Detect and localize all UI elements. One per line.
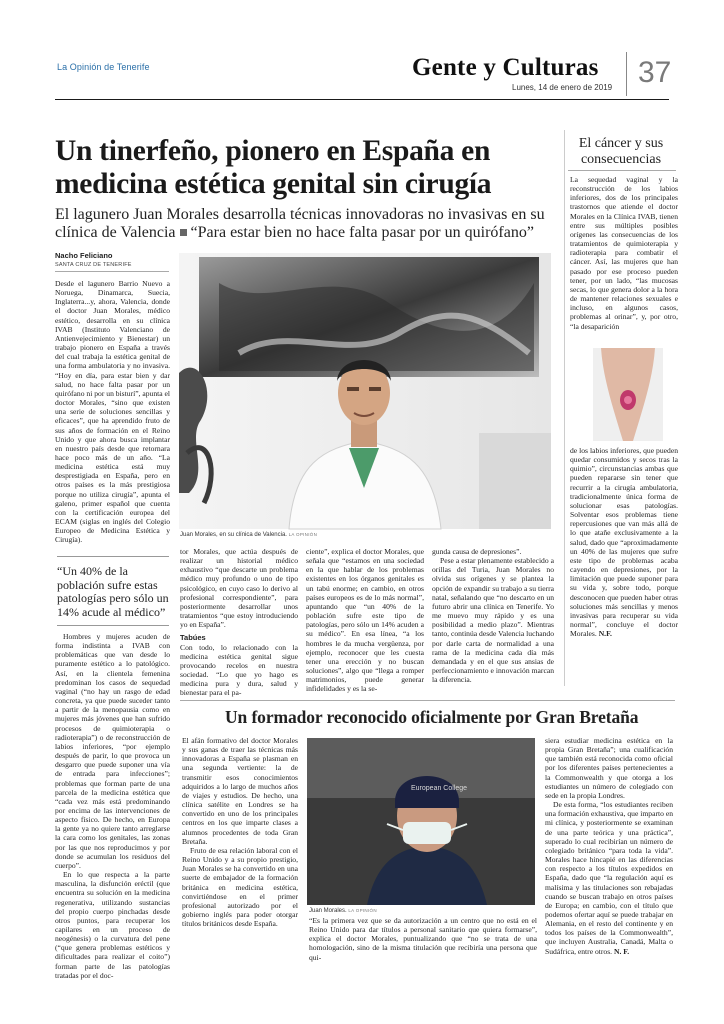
section2-paragraph-text: De esta forma, “los estudiantes reciben una formación exhaustiva, que imparto en mi clínica, y posteriormente se examinan de una parte teórica y una práctica”, superado lo cual recibirían un número de colegiado británico “para toda la vida”. Morales hace hincapié en las diferencias con respecto a los títulos expedidos en España, dado que “la regulación aquí es malísima y las titulaciones son rebajadas cuando se buscan trabajo en otros países de Europa; en cambio, con el título que podemos ofertar aquí se puede trabajar en Alemania, en el resto del continente y en todos los países de la Commonwealth”, que incluyen Australia, Canadá, Malta o Sudáfrica, entre otros. (545, 800, 673, 956)
article-paragraph: tor Morales, que actúa después de realizar un historial médico exhaustivo “que descarte un problema médico muy profundo o uno de tipo psicológico, en cuyo caso lo derivo al profesional correspondiente”, para posteriormente desarrollar unos tratamientos “que estoy introduciendo yo en España”. (180, 547, 298, 630)
byline-location: SANTA CRUZ DE TENERIFE (55, 262, 132, 268)
masthead-rule (55, 99, 669, 100)
issue-date: Lunes, 14 de enero de 2019 (512, 83, 613, 92)
sidebar-paragraph: La sequedad vaginal y la reconstrucción de los labios inferiores, dos de los principales trastornos que atiende el doctor Morales en la Clínica IVAB, tienen entre sus múltiples posibles orígenes las consecuencias de los tratamientos de quimioterapia y radioterapia para combatir el cáncer. Así, las mujeres que han pasado por ese proceso pueden tener, por un lado, “las mucosas secas, lo que genera dolor a la hora de mantener relaciones sexuales e incluso, en algunos casos, problemas al orinar”, y, por otro, “la desaparición (570, 175, 678, 331)
article-paragraph: Hombres y mujeres acuden de forma indistinta a IVAB con problemáticas que van desde lo puramente estético a lo patológico. Así, en la clientela femenina predominan los casos de sequedad vaginal (“no hay un rasgo de edad concreta, ya que puede suceder tanto a partir de la menopausia como en mujeres más jóvenes que han sufrido procesos de quimioterapia o radioterapia”) o de reconstrucción de labios inferiores, “por ejemplo después de parir, lo que provoca un desgarro que puede suponer una vía de entrada para infecciones”; problemas que forman parte de una parcela de la medicina estética que “cada vez más está predominando por encima de las intervenciones de aspecto físico. De hecho, en Europa la gente ya no quiere tanto arreglarse la cara como los genitales, las zonas por las que nos reproducimos y por donde se acumulan los residuos del cuerpo”. (55, 632, 170, 870)
byline-author: Nacho Feliciano (55, 251, 113, 260)
pull-quote-rule-bottom (57, 625, 169, 626)
page-number: 37 (638, 56, 672, 89)
doctor-photo-illustration (179, 253, 551, 529)
section2-photo-credit: LA OPINIÓN (348, 908, 377, 913)
section2-photo-caption-text: Juan Morales. (309, 908, 347, 914)
masthead-divider (626, 52, 627, 96)
article-paragraph: En lo que respecta a la parte masculina, la disfunción eréctil (que encuentra su solución en la medicina regenerativa, utilizando sustancias del propio cuerpo pinchadas desde otros puntos, para recuperar los capilares en un proceso de neogénesis) o la curvatura del pene (“que genera problemas estéticos y dificultades para realizar el coito”) forman parte de las patologías tratadas por el doc- (55, 870, 170, 980)
article-paragraph: Pese a estar plenamente establecido a orillas del Turia, Juan Morales no olvida sus orígenes y se plantea la opción de expandir su trabajo a su tierra natal, señalando que “no descarto en un futuro abrir una clínica en Tenerife. Yo me muevo muy rápido y es una posibilidad a medio plazo”. Mientras tanto, continúa desde Valencia luchando por darle carta de normalidad a una rama de la medicina cada día más demandada y en el que sus ansias de perfeccionamiento e innovación marcan la diferencia. (432, 556, 554, 685)
sidebar-paragraph-2-text: de los labios inferiores, que pueden quedar consumidos y secos tras la quimio”, circunstancias ambas que pueden repararse sin tener que recurrir a la cirugía ambulatoria, tradicionalmente única forma de solucionar esas patologías. Solventar esos problemas tiene repercusiones que van más allá de lo que atañe exclusivamente a la salud, dado que “aproximadamente un 40% de las mujeres que sufre este tipo de problemas acaba cayendo en depresiones, por la limitación que puede suponer para su vida y, sobre todo, porque desconocen que pueden haber otras soluciones más sencillas y menos invasivas para recuperar su vida normal”, concluye el doctor Morales. (570, 446, 678, 639)
section-title: Gente y Culturas (412, 54, 599, 81)
sidebar-text-bottom (570, 446, 678, 686)
section2-column-right (545, 736, 673, 971)
subheading-tabues: Tabúes (180, 633, 206, 643)
article-column-2 (180, 547, 298, 698)
photo-credit: LA OPINIÓN (288, 532, 318, 537)
section2-rule (180, 700, 675, 701)
article-photo-doctor (179, 253, 551, 529)
subhead-square-icon (180, 229, 187, 236)
publication-name: La Opinión de Tenerife (57, 62, 150, 72)
section2-column-mid-bottom (309, 916, 537, 966)
subhead-text: El lagunero Juan Morales desarrolla técnicas innovadoras no invasivas en su clínica de Valencia (55, 206, 545, 241)
section2-paragraph: “Es la primera vez que se da autorización a un centro que no está en el Reino Unido para dar títulos a personal sanitario que quiera formarse”, explica el doctor Morales, puntualizando que “no se trata de una homologación, sino de la misma titulación que recibiría una persona que qui- (309, 916, 537, 962)
section2-paragraph (545, 800, 673, 956)
article-column-1-top (55, 279, 170, 545)
photo-caption-text: Juan Morales, en su clínica de Valencia. (180, 532, 287, 538)
article-column-4 (432, 547, 554, 695)
section2-column-left (182, 736, 298, 944)
pull-quote-rule-top (57, 556, 169, 557)
article-paragraph: gunda causa de depresiones”. (432, 547, 522, 556)
sidebar-title: El cáncer y sus consecuencias (578, 136, 664, 167)
article-paragraph: Desde el lagunero Barrio Nuevo a Noruega, Dinamarca, Suecia, Inglaterra...y, ahora, Valencia, donde el doctor Juan Morales, médico estético, desarrolla en su clínica IVAB (Instituto Valenciano de Antienvejecimiento y Bienestar) un trabajo pionero en España a través del cual trabaja la estética genital de una forma ambulatoria y no invasiva. “Hoy en día, para estar bien y dar salud, no hace falta pasar por un quirófano ni por un bisturí”, apunta el doctor Morales, “sino que existen una serie de soluciones sencillas y eficaces”, que ha aprendido fruto de sus años de formación en el Reino Unido y que ahora busca implantar en nuestro país desde que retornara hace poco más de un año. “La medicina estética está muy desprestigiada en España, pero en otros países es la más prestigiosa porque no utiliza cirugía”, apunta el galeno, primer español que cuenta con la certificación europea del ECAM (siglas en inglés del Colegio Europeo de Medicina Estética y Cirugía). (55, 279, 170, 545)
doctor-surgery-illustration (307, 738, 535, 905)
article-subhead (55, 206, 555, 242)
section2-paragraph: El afán formativo del doctor Morales y sus ganas de traer las técnicas más innovadoras a España se plasman en una segunda vertiente: la de transmitir esos conocimientos adquiridos a lo largo de muchos años de viajes y estudios. De hecho, una clínica satélite en Londres se ha convertido en uno de los principales centros en los que imparte clases a alumnos procedentes de toda Gran Bretaña. (182, 736, 298, 846)
article-headline: Un tinerfeño, pionero en España en medicina estética genital sin cirugía (55, 135, 492, 200)
pull-quote: “Un 40% de la población sufre estas patologías pero sólo un 14% acude al médico” (57, 564, 169, 619)
section2-paragraph: siera estudiar medicina estética en la propia Gran Bretaña”; una cualificación que también está reconocida como oficial por los diferentes países pertenecientes a la Commonwealth y que otorga a los estudiantes un número de colegiado con sede en la propia Londres. (545, 736, 673, 800)
subhead-quote: “Para estar bien no hace falta pasar por un quirófano” (190, 224, 534, 241)
sidebar-title-rule (568, 170, 676, 171)
article-paragraph: Con todo, lo relacionado con la medicina estética genital sigue provocando recelos en nuestra sociedad. “Lo que yo hago es medicina pura y dura, salud y bienestar para el pa- (180, 642, 298, 698)
photo-caption (180, 532, 317, 538)
section2-photo-doctor (307, 738, 535, 905)
section2-title: Un formador reconocido oficialmente por Gran Bretaña (225, 707, 639, 727)
byline-rule (55, 271, 169, 272)
sidebar-body-illustration (593, 348, 663, 441)
article-column-1-bottom (55, 632, 170, 980)
sidebar-photo (593, 348, 663, 441)
article-column-3 (306, 547, 424, 695)
sidebar-signature: N.F. (598, 629, 612, 639)
section2-paragraph: Fruto de esa relación laboral con el Reino Unido y a su propio prestigio, Juan Morales se ha convertido en una suerte de embajador de la formación británica en medicina estética, convirtiéndose en el primer profesional autorizado por el gobierno inglés para poder otorgar títulos británicos desde España. (182, 845, 298, 929)
article-paragraph: ciente”, explica el doctor Morales, que señala que “estamos en una sociedad en la que hablar de los problemas existentes en los órganos genitales es un tabú enorme; en cambio, en otros países europeos es de lo más normal”, apuntando que “un 40% de la población sufre este tipo de patologías, pero sólo un 14% acuden a su médico”. En esa línea, “a los hombres le da mucha vergüenza, por ejemplo, reconocer que les cuesta tener una erección y no buscan soluciones”, algo que “llega a romper matrimonios, puede generar infidelidades y es la se- (306, 547, 424, 694)
section2-photo-caption (309, 908, 377, 914)
cap-logo-text: European College (411, 785, 468, 792)
sidebar-paragraph-2 (570, 446, 678, 638)
section2-signature: N. F. (613, 946, 630, 956)
sidebar-text-top (570, 175, 678, 342)
